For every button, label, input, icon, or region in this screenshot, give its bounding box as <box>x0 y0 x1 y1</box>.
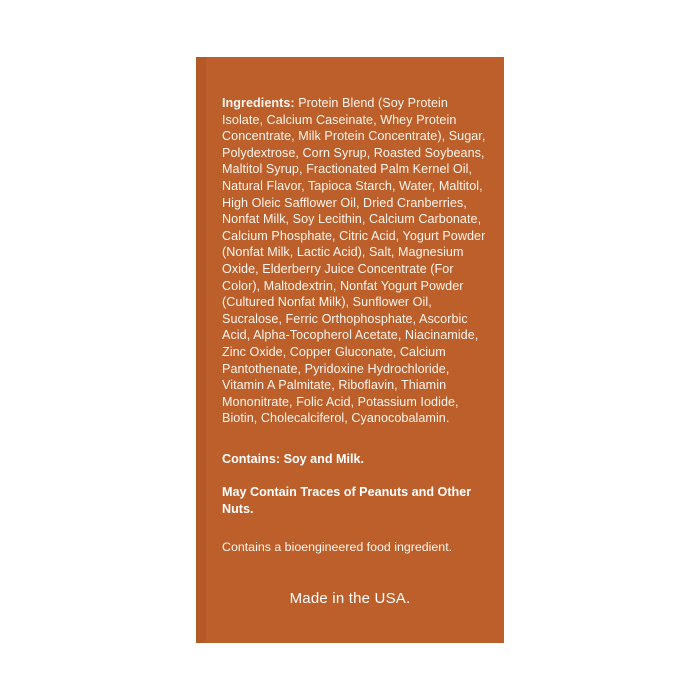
contains-statement: Contains: Soy and Milk. <box>222 451 365 466</box>
ingredients-paragraph <box>222 95 486 427</box>
ingredients-list: Protein Blend (Soy Protein Isolate, Calcium Caseinate, Whey Protein Concentrate, Milk Protein Concentrate), Sugar, Polydextrose, Corn Syrup, Roasted Soybeans, Maltitol Syrup, Fractionated Palm Kernel Oil, Natural Flavor, Tapioca Starch, Water, Maltitol, High Oleic Safflower Oil, Dried Cranberries, Nonfat Milk, Soy Lecithin, Calcium Carbonate, Calcium Phosphate, Citric Acid, Yogurt Powder (Nonfat Milk, Lactic Acid), Salt, Magnesium Oxide, Elderberry Juice Concentrate (For Color), Maltodextrin, Nonfat Yogurt Powder (Cultured Nonfat Milk), Sunflower Oil, Sucralose, Ferric Orthophosphate, Ascorbic Acid, Alpha-Tocopherol Acetate, Niacinamide, Zinc Oxide, Copper Gluconate, Calcium Pantothenate, Pyridoxine Hydrochloride, Vitamin A Palmitate, Riboflavin, Thiamin Mononitrate, Folic Acid, Potassium Iodide, Biotin, Cholecalciferol, Cyanocobalamin. <box>222 96 486 426</box>
package-side-panel <box>196 57 504 643</box>
made-in-usa-text: Made in the USA. <box>289 590 411 607</box>
may-contain-statement: May Contain Traces of Peanuts and Other Nuts. <box>222 485 472 517</box>
package-fold-shading <box>196 57 206 643</box>
panel-content <box>222 95 486 555</box>
bioengineered-disclosure: Contains a bioengineered food ingredient. <box>222 539 453 554</box>
ingredients-heading: Ingredients: <box>222 96 295 110</box>
